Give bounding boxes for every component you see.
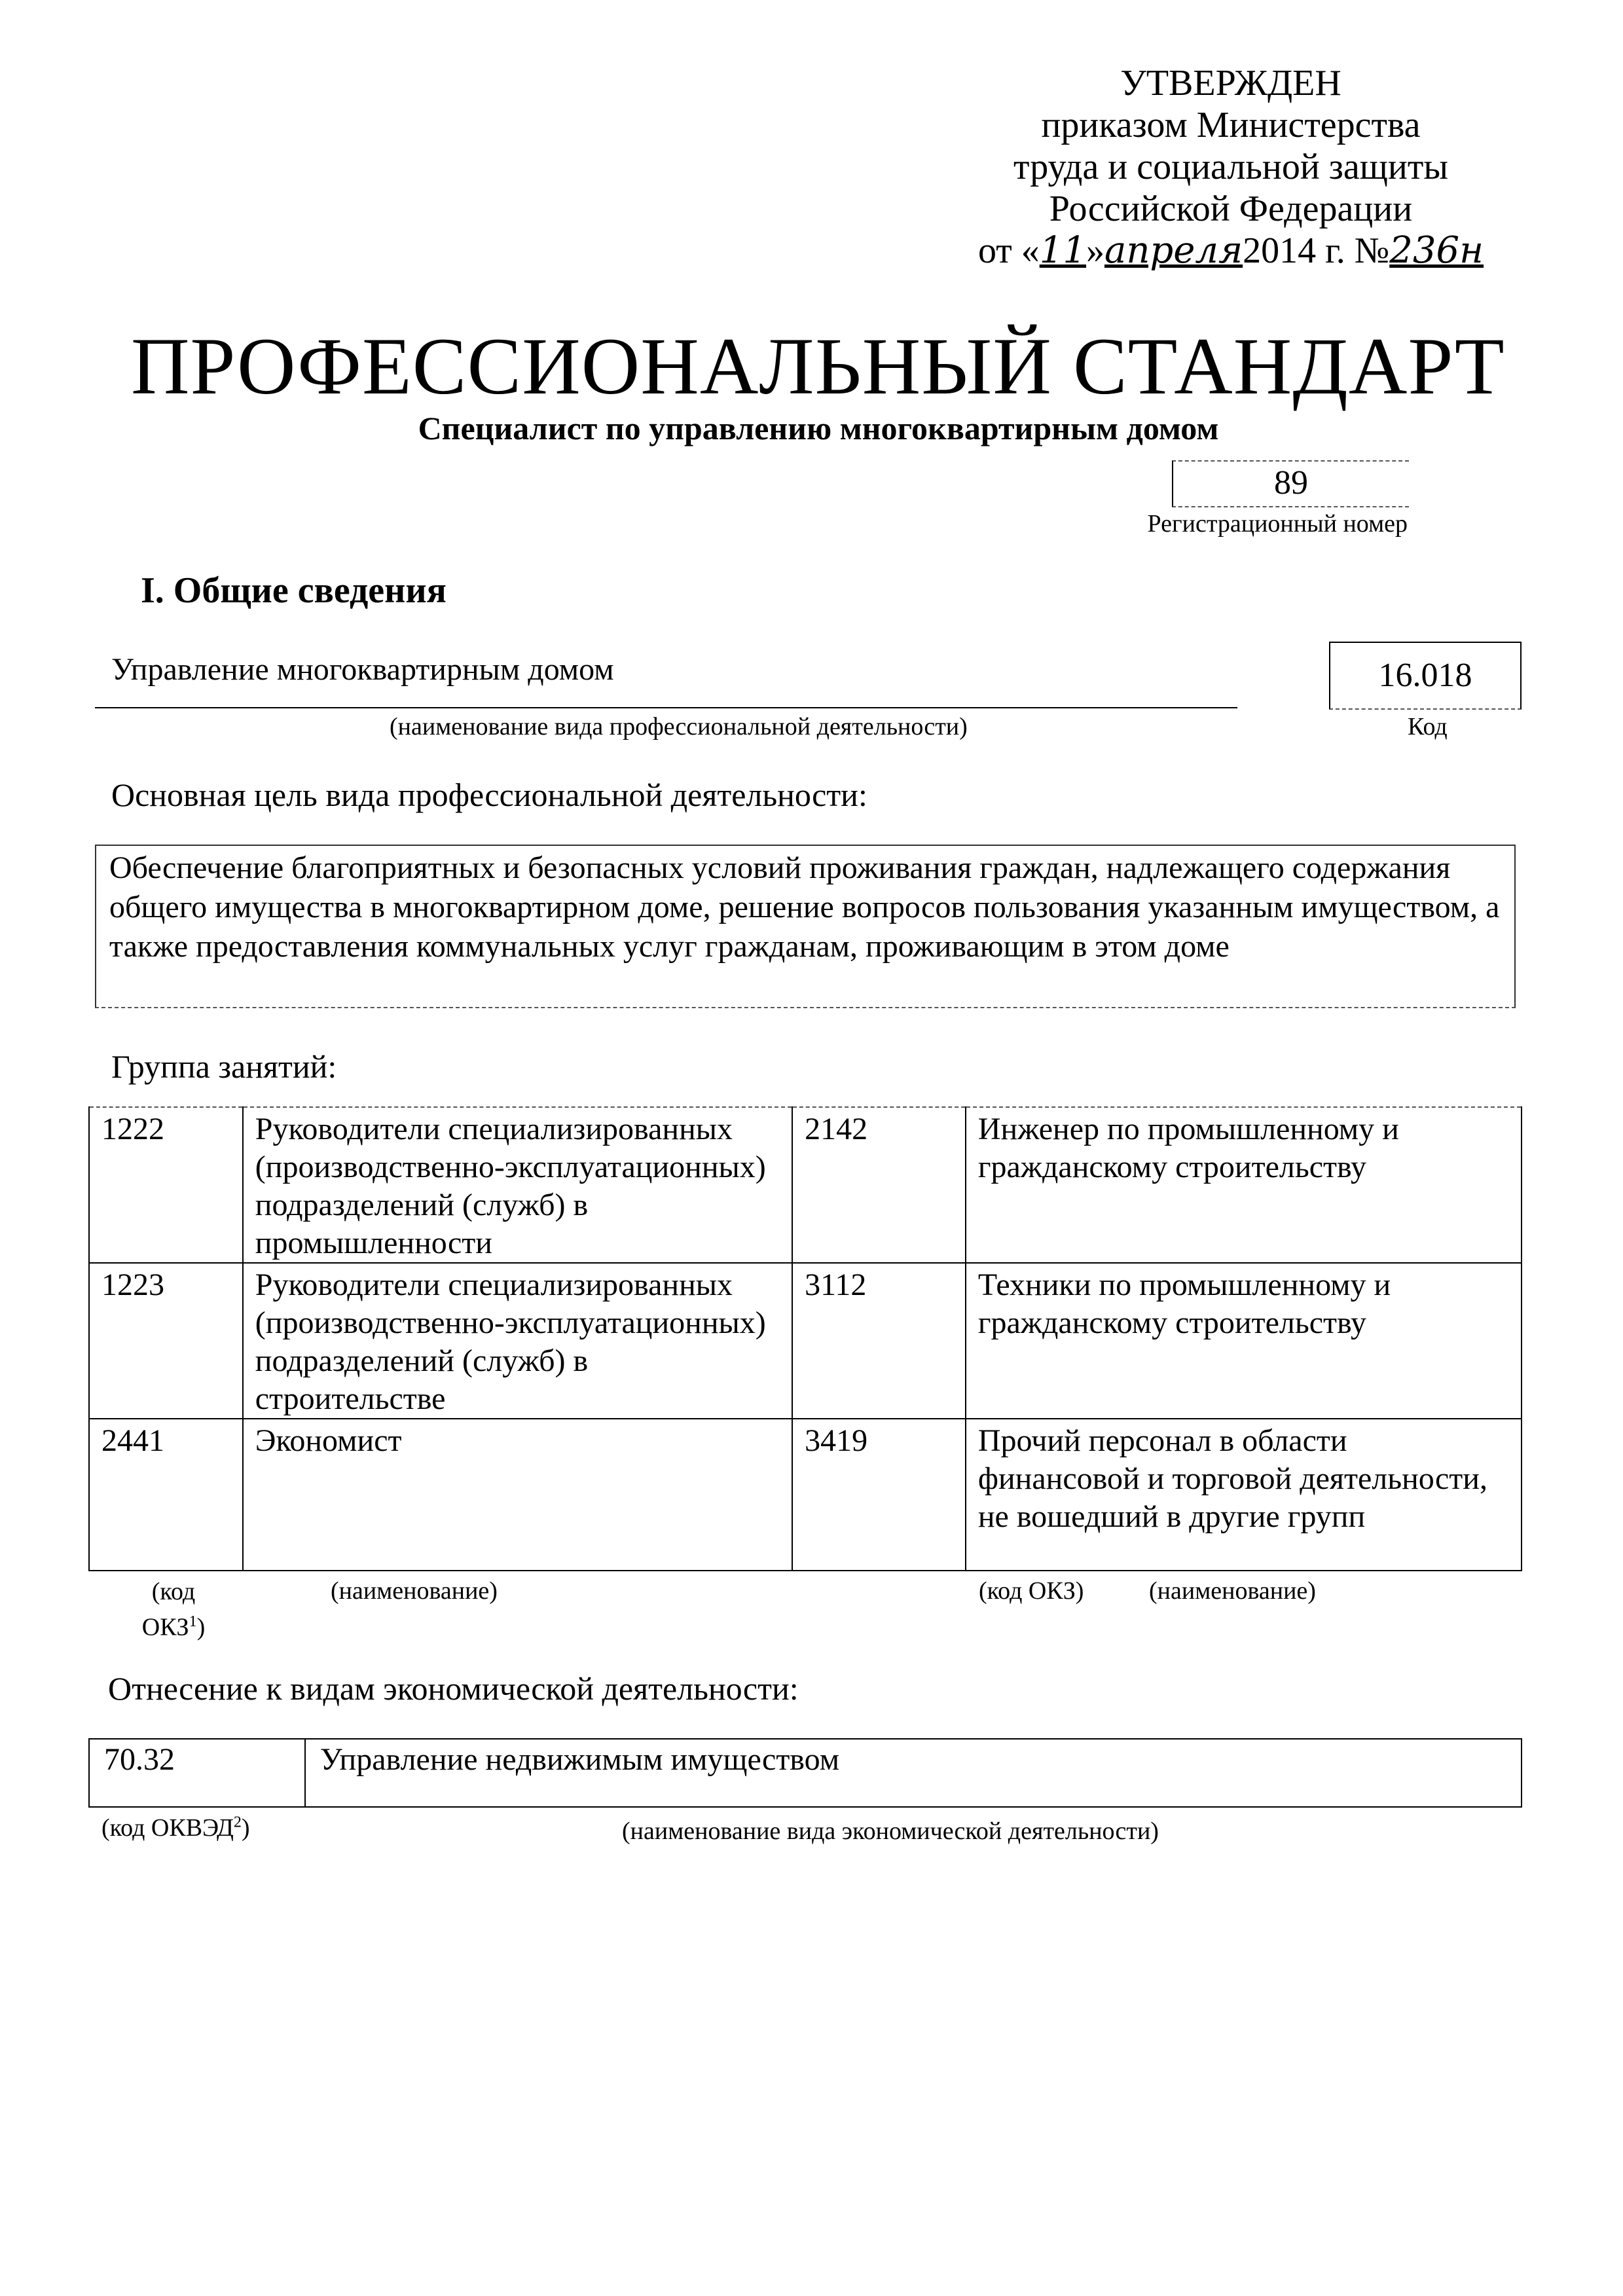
date-day: 11 xyxy=(1039,229,1086,272)
okz-name: Руководители специализированных (производственно-эксплуатационных) подразделений (служб) в промышленности xyxy=(243,1107,792,1263)
okz-name-caption: (наименование) xyxy=(331,1577,498,1605)
okz-code: 2142 xyxy=(792,1107,966,1263)
approval-line: труда и социальной защиты xyxy=(1013,147,1448,187)
date-month: апреля xyxy=(1104,229,1243,272)
okz-name: Инженер по промышленному и гражданскому строительству xyxy=(966,1107,1522,1263)
date-prefix: от « xyxy=(977,230,1040,271)
economic-activity-table xyxy=(88,1738,1522,1808)
okz-code: 1223 xyxy=(89,1263,243,1419)
okz-code: 3112 xyxy=(792,1263,966,1419)
activity-underline xyxy=(95,707,1237,708)
approval-line: Российской Федерации xyxy=(1049,189,1413,229)
okz-code-caption-end: ) xyxy=(196,1613,206,1641)
purpose-text: Обеспечение благоприятных и безопасных условий проживания граждан, надлежащего содержания общего имущества в многоквартирном доме, решение вопросов пользования указанным имуществом, а также предоставления коммунальных услуг гражданам, проживающим в этом доме xyxy=(95,845,1516,1008)
date-mid: » xyxy=(1085,230,1104,271)
activity-code: 16.018 xyxy=(1329,642,1522,710)
okz-code: 2441 xyxy=(89,1419,243,1571)
table-row xyxy=(89,1739,1522,1807)
date-year: 2014 г. № xyxy=(1243,230,1390,271)
activity-name-caption: (наименование вида профессиональной деятельности) xyxy=(390,713,968,740)
approval-date-line xyxy=(943,230,1519,272)
activity-name: Управление многоквартирным домом xyxy=(111,652,614,687)
table-row xyxy=(89,1107,1522,1263)
okz-name: Техники по промышленному и гражданскому строительству xyxy=(966,1263,1522,1419)
section-title: I. Общие сведения xyxy=(141,570,447,611)
occupation-groups-label: Группа занятий: xyxy=(111,1048,337,1085)
okz-code: 3419 xyxy=(792,1419,966,1571)
approval-heading: УТВЕРЖДЕН xyxy=(1120,63,1341,103)
okz-name: Экономист xyxy=(243,1419,792,1571)
okved-code-caption-text: (код ОКВЭД xyxy=(101,1814,234,1842)
purpose-label: Основная цель вида профессиональной деятельности: xyxy=(111,776,867,813)
okz-name: Прочий персонал в области финансовой и торговой деятельности, не вошедший в другие групп xyxy=(966,1419,1522,1571)
activity-code-caption: Код xyxy=(1408,713,1448,740)
okz-code: 1222 xyxy=(89,1107,243,1263)
okved-name-caption: (наименование вида экономической деятельности) xyxy=(622,1817,1159,1845)
approval-line: приказом Министерства xyxy=(1041,105,1421,145)
table-row xyxy=(89,1419,1522,1571)
order-number: 236н xyxy=(1389,229,1484,272)
table-row xyxy=(89,1263,1522,1419)
registration-label: Регистрационный номер xyxy=(1147,510,1408,538)
occupation-groups-table xyxy=(88,1106,1522,1571)
okz-name: Руководители специализированных (производственно-эксплуатационных) подразделений (служб) в строительстве xyxy=(243,1263,792,1419)
okz-code-caption xyxy=(128,1576,219,1643)
okved-name: Управление недвижимым имуществом xyxy=(305,1739,1522,1807)
footnote-1: 1 xyxy=(189,1613,197,1630)
okz-code-caption-2: (код ОКЗ) xyxy=(979,1577,1084,1605)
okz-name-caption-2: (наименование) xyxy=(1149,1577,1316,1605)
approval-block xyxy=(943,62,1519,272)
okved-code-caption-end: ) xyxy=(241,1814,250,1842)
footnote-2: 2 xyxy=(233,1813,242,1831)
registration-number: 89 xyxy=(1172,460,1409,507)
okved-code-caption xyxy=(101,1813,250,1842)
economic-activity-label: Отнесение к видам экономической деятельности: xyxy=(108,1670,799,1707)
document-subtitle: Специалист по управлению многоквартирным домом xyxy=(418,410,1219,446)
okz-code-caption-text: (код ОКЗ xyxy=(141,1578,196,1641)
okved-code: 70.32 xyxy=(89,1739,305,1807)
document-title: ПРОФЕССИОНАЛЬНЫЙ СТАНДАРТ xyxy=(131,321,1505,411)
